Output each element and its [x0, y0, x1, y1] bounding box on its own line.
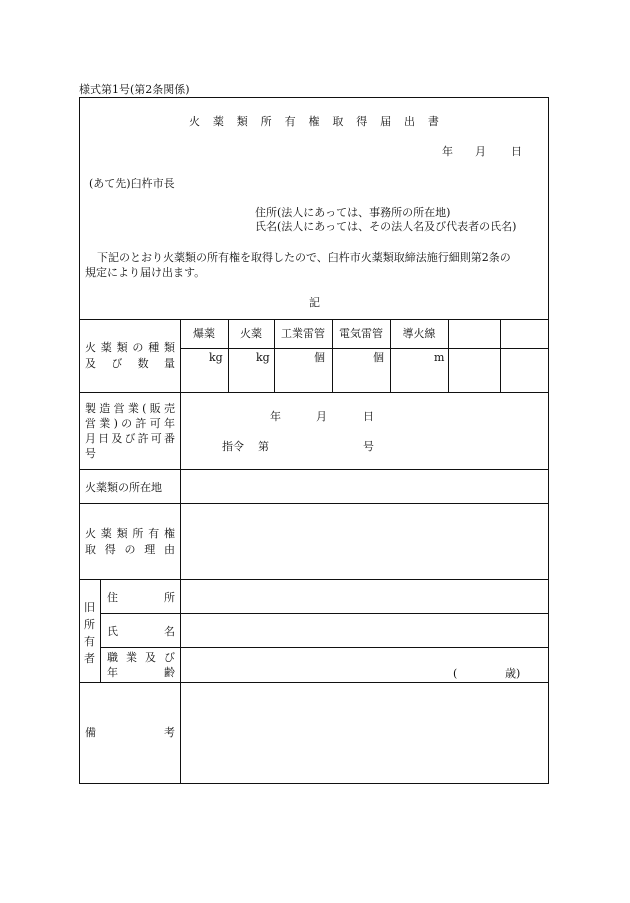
col-bakuyaku: 爆薬 [193, 327, 215, 340]
label-char: 所 [164, 591, 175, 604]
unit-industrial-detonator: 個 [314, 351, 325, 364]
label-char: 許 [137, 432, 149, 445]
title-char: 火 [189, 115, 200, 128]
unit-electric-detonator: 個 [373, 351, 384, 364]
label-char: 売 [163, 402, 175, 415]
label-char: 類 [116, 341, 128, 354]
label-char: 齢 [164, 666, 175, 679]
title-char: 類 [236, 115, 248, 128]
title-char: 書 [427, 115, 439, 128]
title-char: 有 [284, 115, 296, 128]
label-char: 名 [164, 625, 175, 638]
title-char: 所 [260, 115, 272, 128]
divider [180, 348, 549, 349]
permit-dai: 第 [258, 440, 269, 453]
label-column-divider [180, 319, 181, 784]
column-divider [448, 319, 449, 392]
label-char: 月 [85, 432, 96, 445]
label-char: 類 [116, 527, 128, 540]
col-industrial-detonator: 工業雷管 [281, 327, 325, 340]
permit-order: 指令 [222, 440, 244, 453]
date-day: 日 [511, 145, 522, 158]
applicant-address: 住所(法人にあっては、事務所の所在地) [255, 206, 451, 219]
label-char: 許 [135, 417, 147, 430]
divider [100, 613, 549, 614]
label-char: 有 [148, 527, 160, 540]
col-fuse: 導火線 [402, 327, 436, 340]
label-char: 由 [164, 543, 175, 556]
title-char: 届 [380, 115, 392, 128]
statement-line1: 下記のとおり火薬類の所有権を取得したので、臼杵市火薬類取締法施行細則第2条の [97, 251, 511, 264]
unit-fuse: m [434, 351, 445, 364]
label-char: 得 [104, 543, 116, 556]
label-char: 種 [148, 341, 160, 354]
label-char: 年 [163, 417, 175, 430]
divider [79, 579, 549, 580]
applicant-name: 氏名(法人にあっては、その法人名及び代表者の氏名) [255, 220, 517, 233]
col-kayaku: 火薬 [240, 327, 262, 340]
label-char: 営 [85, 417, 96, 430]
label-char: 薬 [100, 527, 112, 540]
unit-bakuyaku: kg [209, 351, 223, 364]
former-address-label [107, 592, 175, 603]
label-char: 権 [163, 527, 175, 540]
label-char: 業 [99, 417, 111, 430]
ki-label: 記 [309, 296, 320, 309]
permit-label-line2 [85, 418, 175, 429]
label-char: ) [113, 417, 118, 430]
age-close: 歳) [505, 667, 521, 680]
label-char: 考 [164, 726, 175, 739]
label-char: 火 [85, 527, 96, 540]
label-char: 営 [113, 402, 125, 415]
title-char: 出 [404, 115, 416, 128]
permit-label-line3 [85, 433, 175, 444]
divider [79, 682, 549, 683]
label-char: 造 [99, 402, 111, 415]
label-char: 及 [111, 432, 123, 445]
reason-label-line2 [85, 544, 175, 555]
label-char: ( [142, 402, 147, 415]
label-char: 住 [107, 591, 118, 604]
label-char: 年 [107, 666, 118, 679]
label-char: 数 [137, 357, 149, 370]
former-owner-label [84, 599, 96, 667]
type-label-line2 [85, 358, 175, 369]
column-divider [500, 319, 501, 392]
former-owner-char: 所 [84, 618, 95, 631]
former-owner-char: 者 [84, 652, 95, 665]
label-char: 及 [85, 357, 96, 370]
date-month: 月 [475, 145, 486, 158]
reason-label-line1 [85, 528, 175, 539]
label-char: 販 [149, 402, 161, 415]
label-char: 薬 [100, 341, 112, 354]
label-char: の [132, 341, 144, 354]
former-age-label [107, 667, 175, 678]
divider [79, 319, 549, 320]
label-char: 量 [163, 357, 175, 370]
age-open-paren: ( [453, 667, 458, 680]
date-year: 年 [442, 145, 453, 158]
form-number: 様式第1号(第2条関係) [79, 83, 190, 96]
divider [79, 469, 549, 470]
label-char: 業 [126, 651, 137, 664]
label-char: び [111, 357, 123, 370]
former-name-label [107, 626, 175, 637]
label-char: 職 [107, 651, 118, 664]
permit-label-line4: 号 [85, 447, 96, 460]
addressee: (あて先)臼杵市長 [89, 177, 175, 190]
permit-month: 月 [316, 410, 327, 423]
former-occupation-label [107, 652, 175, 663]
form-title [189, 116, 439, 127]
title-char: 権 [308, 115, 320, 128]
location-label: 火薬類の所在地 [85, 481, 162, 494]
label-char: 業 [127, 402, 139, 415]
permit-day: 日 [363, 410, 374, 423]
title-char: 薬 [212, 115, 224, 128]
title-char: 得 [356, 115, 368, 128]
former-owner-char: 有 [84, 635, 95, 648]
divider [100, 647, 549, 648]
permit-go: 号 [363, 440, 374, 453]
label-char: 類 [163, 341, 175, 354]
label-char: 取 [85, 543, 96, 556]
label-char: 氏 [107, 625, 118, 638]
type-label-line1 [85, 342, 175, 353]
label-char: の [121, 417, 133, 430]
former-owner-char: 旧 [84, 601, 95, 614]
permit-label-line1 [85, 403, 175, 414]
label-char: び [124, 432, 136, 445]
label-char: 所 [132, 527, 144, 540]
statement-line2: 規定により届け出ます。 [85, 266, 206, 279]
label-char: の [124, 543, 136, 556]
title-char: 取 [332, 115, 344, 128]
label-char: 及 [145, 651, 156, 664]
label-char: 備 [85, 726, 96, 739]
former-owner-divider [100, 579, 101, 682]
label-char: 可 [149, 417, 161, 430]
unit-kayaku: kg [256, 351, 270, 364]
divider [79, 503, 549, 504]
col-electric-detonator: 電気雷管 [339, 327, 383, 340]
label-char: 可 [150, 432, 162, 445]
divider [79, 392, 549, 393]
label-char: 番 [163, 432, 175, 445]
label-char: び [164, 651, 175, 664]
label-char: 理 [144, 543, 156, 556]
label-char: 火 [85, 341, 96, 354]
permit-year: 年 [270, 410, 281, 423]
label-char: 日 [98, 432, 110, 445]
label-char: 製 [85, 402, 96, 415]
remarks-label [85, 727, 175, 738]
